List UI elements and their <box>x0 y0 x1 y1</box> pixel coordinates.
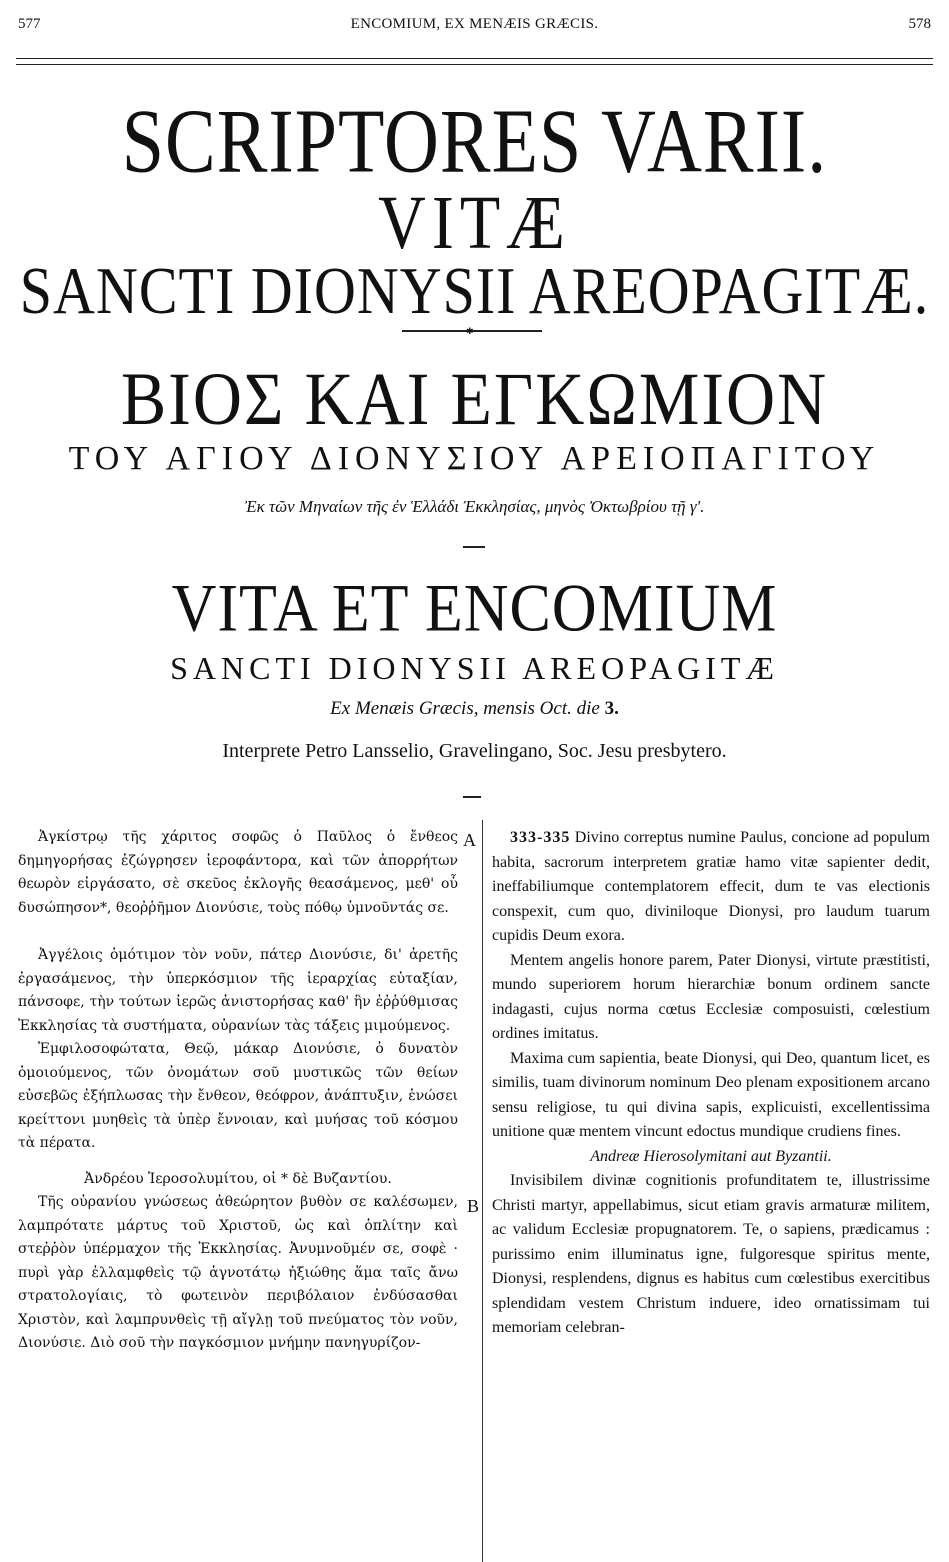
vitae-title: VITÆ <box>378 181 571 266</box>
margin-marker-a: A <box>463 830 476 850</box>
separator-dash <box>463 546 485 548</box>
ornament-mark: ✱ <box>466 326 474 336</box>
greek-source-line: Ἐκ τῶν Μηναίων τῆς ἐν Ἑλλάδι Ἐκκλησίας, μηνὸς Ὀκτωβρίου τῇ γ'. <box>244 497 705 516</box>
column-numbers: 333-335 <box>510 829 571 846</box>
greek-paragraph: Ἐμφιλοσοφώτατα, Θεῷ, μάκαρ Διονύσιε, ὁ δυνατὸν ὁμοιούμενος, τῶν ὀνομάτων σοῦ μυστικῶς τῶν θείων εὐσεβῶς ἐξήπλωσας τὴν ἔνθεον, θεόφρον, ἀνάπτυξιν, ἑνώσει κρείττονι μυηθεὶς τὰ ὑπὲρ ἔννοιαν, καὶ μυήσας τοῦ κόσμου τὰ πέρατα. <box>18 1041 458 1151</box>
column-divider <box>482 820 483 1562</box>
latin-attribution: Andreæ Hierosolymitani aut Byzantii. <box>590 1147 832 1165</box>
greek-attribution: Ἀνδρέου Ἱεροσολυμίτου, οἱ * δὲ Βυζαντίου. <box>84 1170 392 1187</box>
page-number-left: 577 <box>18 16 41 32</box>
greek-title: ΒΙΟΣ ΚΑΙ ΕΓΚΩΜΙΟΝ <box>120 357 829 441</box>
latin-title: VITA ET ENCOMIUM <box>171 571 778 646</box>
greek-paragraph: Ἀγκίστρῳ τῆς χάριτος σοφῶς ὁ Παῦλος ὁ ἔνθεος δημηγορήσας ἐζώγρησεν ἱεροφάντορα, καὶ τῶν ἀπορρήτων θεωρὸν εἰργάσατο, σὲ σκεῦος ἐκλογῆς θεασάμενος, μεθ' οὗ δυσώπησον*, θεοῤῥῆμον Διονύσιε, τοὺς πόθῳ ὑμνοῦντάς σε. <box>18 829 458 916</box>
margin-marker-b: B <box>467 1196 480 1216</box>
greek-subtitle: ΤΟΥ ΑΓΙΟΥ ΔΙΟΝΥΣΙΟΥ ΑΡΕΙΟΠΑΓΙΤΟΥ <box>68 440 881 477</box>
latin-paragraph-text: Divino correptus numine Paulus, concione ad populum habita, sacrorum interpretem gratiæ hamo vitæ sapienter dedit, ineffabiliumque contemplatorem effecit, dum te vas electionis conspexit, cum quo, diviniloque Dionysi, pro laudum tuarum cupidis Deum exora. <box>492 829 930 944</box>
latin-paragraph: Mentem angelis honore parem, Pater Dionysi, virtute præstitisti, mundo superiorem horum hierarchiæ bonum ordinem sancte indagasti, cujus norma cœtus Ecclesiæ composuisti, cœlestium ordines imitatus. <box>492 951 930 1042</box>
header-rule-top <box>16 58 933 59</box>
latin-subtitle: SANCTI DIONYSII AREOPAGITÆ <box>170 650 779 686</box>
latin-source-number: 3. <box>604 698 619 719</box>
greek-column <box>18 826 458 1356</box>
latin-source-line <box>0 698 949 720</box>
greek-paragraph: Τῆς οὐρανίου γνώσεως ἀθεώρητον βυθὸν σε καλέσωμεν, λαμπρότατε μάρτυς τοῦ Χριστοῦ, ὡς καὶ ὁπλίτην καὶ στεῤῥὸν ὑπέρμαχον τῆς Ἐκκλησίας. Ἀνυμνοῦμέν σε, σοφὲ · πυρὶ γὰρ ἐλλαμφθεὶς τῷ ἁγνοτάτῳ ἠξιώθης ἅμα ταῖς ἄνω στρατολογίαις, τὸ φωτεινὸν περιβόλαιον ἐνδύσασθαι Χριστὸν, καὶ λαμπρυνθεὶς τῇ αἴγλῃ τοῦ πνεύματος τὸν νοῦν, Διονύσιε. Διὸ σοῦ τὴν παγκόσμιον μνήμην πανηγυρίζον- <box>18 1194 458 1351</box>
header-rule-bottom <box>16 64 933 65</box>
latin-paragraph: Maxima cum sapientia, beate Dionysi, qui Deo, quantum licet, es similis, tuam divinorum nominum Deo plenam expositionem arcano sensu religiose, tu qui divina sapis, explicuisti, excellentissima unitione quæ mentem vincunt edoctus mundique crudiens fines. <box>492 1049 930 1140</box>
running-title: ENCOMIUM, EX MENÆIS GRÆCIS. <box>350 16 599 32</box>
separator-dash <box>463 796 481 798</box>
latin-paragraph: Invisibilem divinæ cognitionis profunditatem te, illustrissime Christi martyr, appellabimus, sicut etiam gravis armaturæ militem, ac validum Ecclesiæ propugnatorem. Te, o sapiens, prædicamus : purissimo enim illuminatus igne, fulgoresque spiritus mente, Dionysi, resplendens, dignus es habitus cum cœlestibus exercitibus splendidam vestem Christum induere, ideo ornatissimam tui memoriam celebran- <box>492 1172 930 1336</box>
collection-title: SCRIPTORES VARII. <box>121 91 828 192</box>
page-header <box>12 16 937 44</box>
greek-paragraph: Ἀγγέλοις ὁμότιμον τὸν νοῦν, πάτερ Διονύσιε, δι' ἀρετῆς ἐργασάμενος, τὴν ὑπερκόσμιον τῆς ἱεραρχίας εὐταξίαν, πάνσοφε, τὴν τούτων ἱερῶς ἀνιστορήσας καθ' ἣν ἐῤῥύθμισας Ἐκκλησίας τὰ συστήματα, οὐρανίων τὰς τάξεις μιμούμενος. <box>18 947 458 1034</box>
page-number-right: 578 <box>908 16 931 32</box>
subject-title: SANCTI DIONYSII AREOPAGITÆ. <box>19 253 930 328</box>
interpreter-line: Interprete Petro Lansselio, Gravelingano, Soc. Jesu presbytero. <box>222 740 727 762</box>
latin-paragraph <box>492 826 930 949</box>
latin-column <box>492 826 930 1341</box>
latin-source-text: Ex Menæis Græcis, mensis Oct. die <box>330 698 600 719</box>
